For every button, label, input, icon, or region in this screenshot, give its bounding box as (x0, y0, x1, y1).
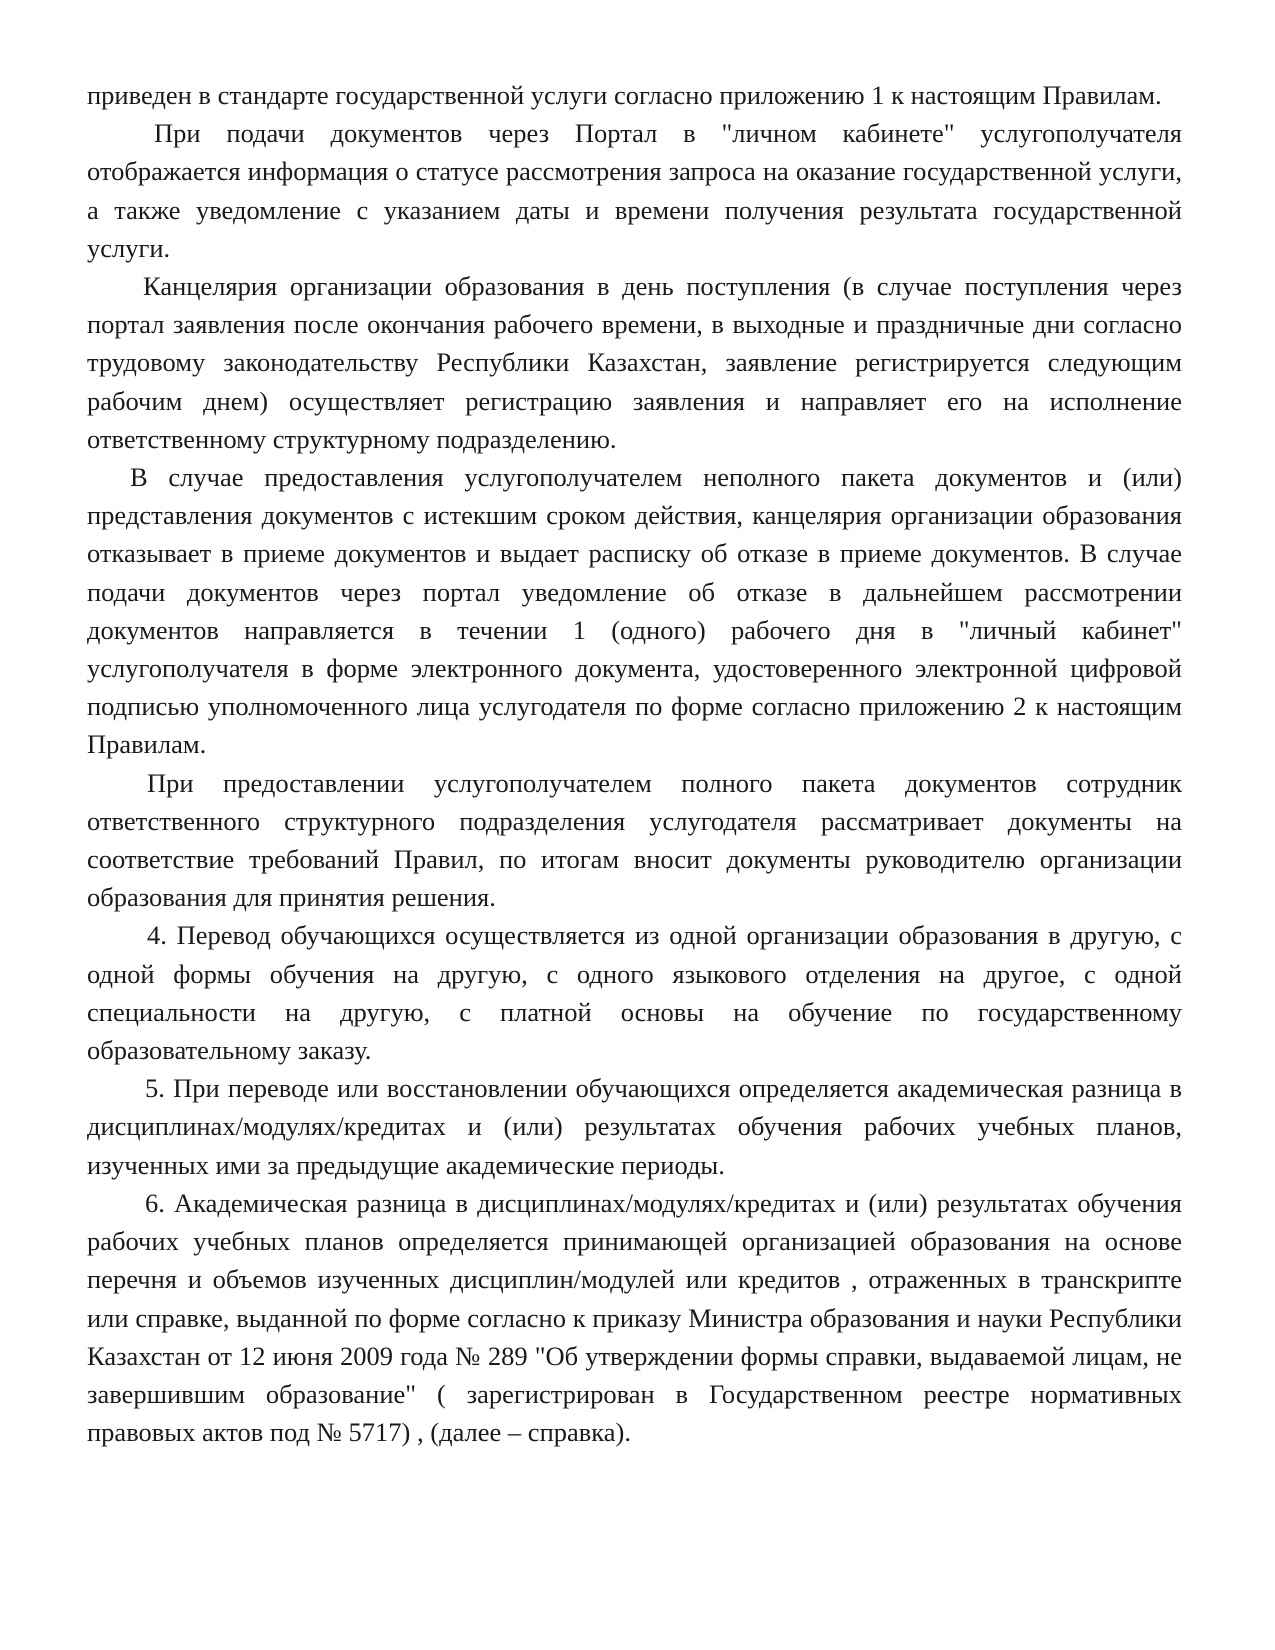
paragraph-refusal: В случае предоставления услугополучателем неполного пакета документов и (или) представления документов с истекшим сроком действия, канцелярия организации образования отказывает в приеме документов и выдает расписку об отказе в приеме документов. В случае подачи документов через портал уведомление об отказе в дальнейшем рассмотрении документов направляется в течении 1 (одного) рабочего дня в "личный кабинет" услугополучателя в форме электронного документа, удостоверенного электронной цифровой подписью уполномоченного лица услугодателя по форме согласно приложению 2 к настоящим Правилам. (87, 462, 1182, 760)
paragraph-continuation: приведен в стандарте государственной услуги согласно приложению 1 к настоящим Правилам. (87, 80, 1162, 110)
paragraph-full-package: При предоставлении услугополучателем полного пакета документов сотрудник ответственного структурного подразделения услугодателя рассматривает документы на соответствие требований Правил, по итогам вносит документы руководителю организации образования для принятия решения. (87, 767, 1182, 913)
paragraph-item-5: 5. При переводе или восстановлении обучающихся определяется академическая разница в дисциплинах/модулях/кредитах и (или) результатах обучения рабочих учебных планов, изученных ими за предыдущие академические периоды. (87, 1073, 1182, 1180)
paragraph-item-4: 4. Перевод обучающихся осуществляется из одной организации образования в другую, с одной формы обучения на другую, с одного языкового отделения на другое, с одной специальности на другую, с платной основы на обучение по государственному образовательному заказу. (87, 920, 1182, 1066)
paragraph-registration: Канцелярия организации образования в день поступления (в случае поступления через портал заявления после окончания рабочего времени, в выходные и праздничные дни согласно трудовому законодательству Республики Казахстан, заявление регистрируется следующим рабочим днем) осуществляет регистрацию заявления и направляет его на исполнение ответственному структурному подразделению. (87, 271, 1182, 454)
paragraph-item-6: 6. Академическая разница в дисциплинах/модулях/кредитах и (или) результатах обучения рабочих учебных планов определяется принимающей организацией образования на основе перечня и объемов изученных дисциплин/модулей или кредитов , отраженных в транскрипте или справке, выданной по форме согласно к приказу Министра образования и науки Республики Казахстан от 12 июня 2009 года № 289 "Об утверждении формы справки, выдаваемой лицам, не завершившим образование" ( зарегистрирован в Государственном реестре нормативных правовых актов под № 5717) , (далее – справка). (87, 1187, 1182, 1448)
paragraph-portal-status: При подачи документов через Портал в "личном кабинете" услугополучателя отображается информация о статусе рассмотрения запроса на оказание государственной услуги, а также уведомление с указанием даты и времени получения результата государственной услуги. (87, 118, 1182, 263)
document-body (87, 76, 1182, 1451)
